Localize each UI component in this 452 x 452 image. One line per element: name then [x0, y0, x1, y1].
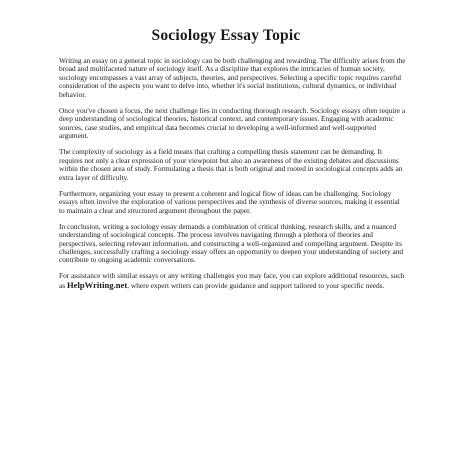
helpwriting-link[interactable]: HelpWriting.net [66, 279, 128, 290]
assistance-text-before: For assistance with similar essays or any writing challenges you may face, you can explore additional resources, such as [59, 271, 405, 290]
paragraph-conclusion: In conclusion, writing a sociology essay demands a combination of critical thinking, research skills, and a nuanced understanding of sociological concepts. The process involves navigating through a plethora of theories and perspectives, selecting relevant information, and constructing a well-organized and compelling argument. Despite its challenges, successfully crafting a sociology essay offers an opportunity to deepen your understanding of society and contribute to ongoing academic conversations. [59, 221, 404, 265]
paragraph-research: Once you've chosen a focus, the next challenge lies in conducting thorough research. Sociology essays often require a deep understanding of sociological theories, historical context, and contemporary issues. Engaging with academic sources, case studies, and empirical data becomes crucial to developing a well-informed and well-supported argument. [59, 105, 406, 141]
paragraph-intro: Writing an essay on a general topic in sociology can be both challenging and rewarding. The difficulty arises from the broad and multifaceted nature of sociology itself. As a discipline that explores the intricacies of human society, sociology encompasses a vast array of subjects, theories, and perspectives. Selecting a specific topic requires careful consideration of the aspects you want to delve into, whether it's social institutions, cultural dynamics, or individual behavior. [59, 56, 406, 99]
paragraph-thesis: The complexity of sociology as a field means that crafting a compelling thesis statement can be demanding. It requires not only a clear expression of your viewpoint but also an awareness of the existing debates and discussions within the chosen area of study. Formulating a thesis that is both original and rooted in sociological concepts adds an extra layer of difficulty. [59, 147, 403, 182]
document-title: Sociology Essay Topic [151, 27, 301, 44]
paragraph-assistance [59, 272, 407, 290]
paragraph-organization: Furthermore, organizing your essay to present a coherent and logical flow of ideas can be challenging. Sociology essays often involve the exploration of various perspectives and the synthesis of diverse sources, making it essential to maintain a clear and structured argument throughout the paper. [59, 188, 400, 215]
assistance-text-after: , where expert writers can provide guidance and support tailored to your specific needs. [127, 280, 385, 290]
document-body [59, 57, 407, 298]
